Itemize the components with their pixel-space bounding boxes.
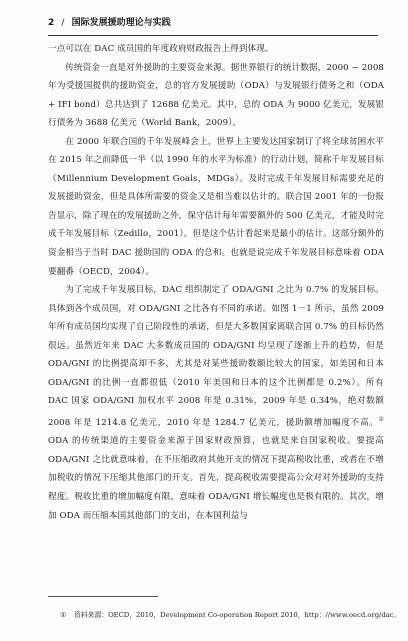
book-title: 国际发展援助理论与实践 xyxy=(71,18,171,28)
footnote-mark: ① xyxy=(60,611,67,619)
header-rule xyxy=(48,35,378,36)
paragraph-text: ODA 的传统渠道的主要资金来源于国家财政预算，也就是来自国家税收。要提高 ODA/GNI 之比就意味着，在不压缩政府其他开支的情况下提高税收比重，或者在不增加税收的情况下压缩其他部门的开支。首先，提高税收需要提高公众对对外援助的支持程度。税收比重的增加幅度有限，意味着 ODA/GNI 增长幅度也是极有限的。其次，增加 ODA 而压缩本国其他部门的支出，在本国利益与 xyxy=(48,436,384,521)
footnote-rule xyxy=(48,596,158,597)
paragraph: 传统资金一直是对外援助的主要资金来源。据世界银行的统计数据，2000 ~ 2008 年为受援国提供的援助资金，总的官方发展援助（ODA）与发展银行债务之和（ODA + IFI bond）总共达到了 12688 亿美元。其中，总的 ODA 为 9000 亿美元，发展银行债务为 3688 亿美元（World Bank，2009）。 xyxy=(48,62,384,129)
running-header xyxy=(48,14,378,32)
body-text xyxy=(48,40,384,525)
footnote-reference[interactable]: ① xyxy=(378,415,384,423)
paragraph: 一点可以在 DAC 成员国的年度政府财政报告上得到体现。 xyxy=(48,44,274,54)
page-number: 2 xyxy=(48,18,55,28)
footnote-text: 资料来源：OECD，2010，Development Co-operation Report 2010，http：//www.oecd.org/dac。 xyxy=(74,611,401,619)
paragraph: 在 2000 年联合国的千年发展峰会上，世界上主要发达国家制订了将全球贫困水平在 2015 年之前降低一半（以 1990 年的水平为标准）的行动计划，简称千年发展目标（Millennium Development Goals，MDGs）。及时完成千年发展目标需要充足的发展援助资金，但是具体所需要的资金又是相当难以估计的。联合国 2001 年的一份报告显示，除了现在的发展援助之外，保守估计每年需要额外的 500 亿美元，才能及时完成千年发展目标（Zedillo，2001）。但是这个估计看起来是最小的估计。这部分额外的资金相当于当时 DAC 援助国的 ODA 的总和。也就是说完成千年发展目标意味着 ODA 要翻番（OECD，2004）。 xyxy=(48,136,384,277)
paragraph xyxy=(48,281,384,525)
footnote xyxy=(60,610,401,620)
paragraph-text: 为了完成千年发展目标，DAC 组织制定了 ODA/GNI 之比为 0.7% 的发展目标。具体到各个成员国，对 ODA/GNI 之比各有不同的承诺。如图 1－1 所示，虽然 2009 年所有成员国均实现了自己阶段性的承诺，但是大多数国家离联合国 0.7% 的目标仍然很远。虽然近年来 DAC 大多数成员国的 ODA/GNI 均呈现了逐渐上升的趋势，但是 ODA/GNI 的比例提高却不多，尤其是对某些援助数额比较大的国家，如美国和日本 ODA/GNI 的比例一直都很低（2010 年美国和日本的这个比例都是 0.2%）。所有 DAC 国家 ODA/GNI 加权水平 2008 年是 0.31%，2009 年是 0.34%，绝对数额 2008 年是 1214.8 亿美元，2010 年是 1284.7 亿美元，援助额增加幅度不高。 xyxy=(48,285,384,428)
header-separator: / xyxy=(61,18,65,28)
